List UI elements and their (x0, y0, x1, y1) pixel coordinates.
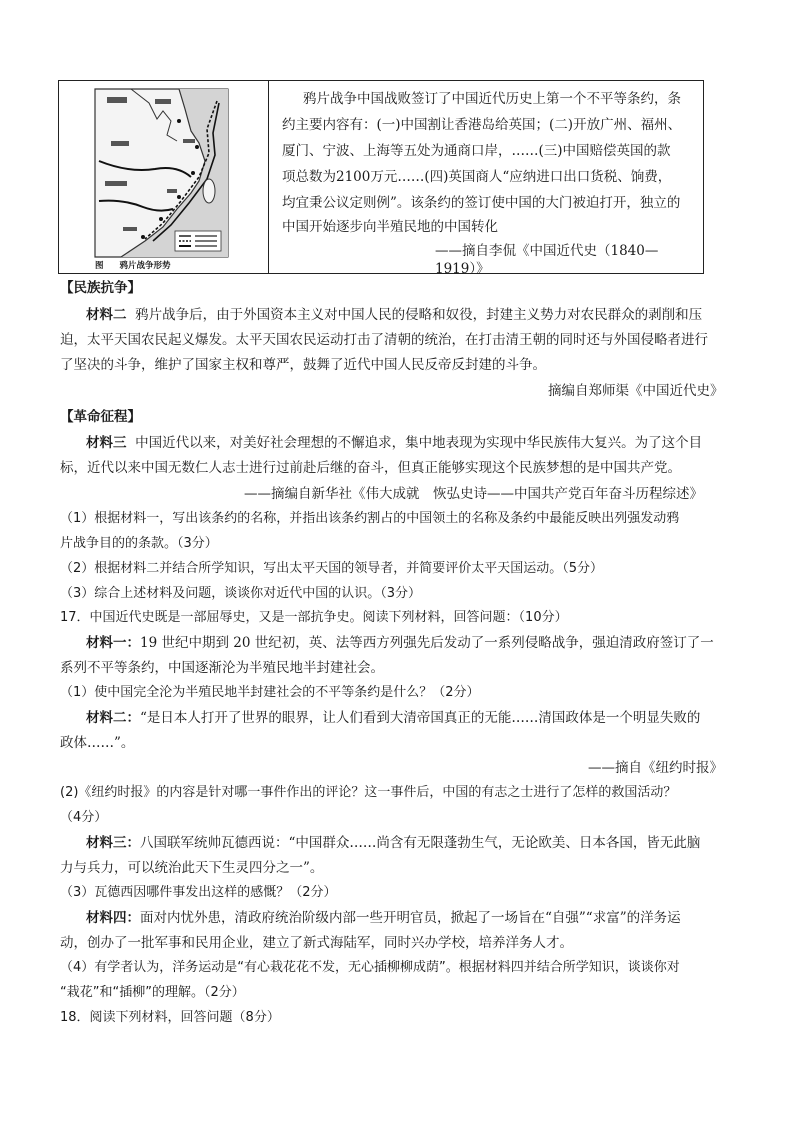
material3-citation: ——摘编自新华社《伟大成就 恢弘史诗——中国共产党百年奋斗历程综述》 (244, 486, 703, 502)
material3-first-line (86, 435, 702, 453)
q17-material1-line: 系列不平等条约，中国逐渐沦为半殖民地半封建社会。 (60, 660, 384, 676)
map-caption-fig: 图 (95, 261, 104, 271)
q17-material3-label: 材料三： (86, 835, 140, 851)
q17-sub4-line2: “栽花”和“插柳”的理解。（2分） (60, 985, 245, 1000)
material1-citation: ——摘自李侃《中国近代史（1840—1919）》 (435, 243, 659, 277)
q17-material4-label: 材料四： (86, 910, 140, 926)
q17-material4-text: 面对内忧外患，清政府统治阶级内部一些开明官员，掀起了一场旨在“自强”“求富”的洋务运 (140, 910, 681, 926)
q16-sub1-line1: （1）根据材料一，写出该条约的名称，并指出该条约割占的中国领土的名称及条约中最能反映出列强发动鸦 (60, 511, 680, 526)
material2-line: 了坚决的斗争，维护了国家主权和尊严，鼓舞了近代中国人民反帝反封建的斗争。 (60, 357, 546, 373)
material3-text: 中国近代以来，对美好社会理想的不懈追求，集中地表现为实现中华民族伟大复兴。为了这个目 (135, 435, 703, 451)
q17-material4-line: 动，创办了一批军事和民用企业，建立了新式海陆军，同时兴办学校，培养洋务人才。 (60, 935, 573, 951)
q16-sub3: （3）综合上述材料及问题，谈谈你对近代中国的认识。（3分） (60, 586, 422, 601)
q17-material1-label: 材料一： (86, 635, 140, 651)
q17-sub2-line1: (2)《纽约时报》的内容是针对哪一事件作出的评论？这一事件后，中国的有志之士进行了怎样的救国活动？ (60, 785, 677, 800)
material2-citation: 摘编自郑师渠《中国近代史》 (548, 383, 724, 399)
material1-line: 约主要内容有：(一)中国割让香港岛给英国；(二)开放广州、福州、 (282, 117, 682, 133)
q17-material2-first-line (86, 710, 700, 728)
q17-sub4-line1: （4）有学者认为，洋务运动是“有心栽花花不发，无心插柳柳成荫”。根据材料四并结合所学知识，谈谈你对 (60, 960, 680, 975)
section-heading-national-struggle: 【民族抗争】 (60, 280, 141, 296)
q17-material3-line: 力与兵力，可以统治此天下生灵四分之一”。 (60, 860, 324, 876)
material1-line: 鸦片战争中国战败签订了中国近代历史上第一个不平等条约，条 (303, 91, 681, 107)
material1-line: 均宜秉公议定则例”。该条约的签订使中国的大门被迫打开，独立的 (282, 195, 681, 211)
material1-line: 厦门、宁波、上海等五处为通商口岸，……(三)中国赔偿英国的款 (282, 143, 671, 159)
material3-line: 标，近代以来中国无数仁人志士进行过前赴后继的奋斗，但真正能够实现这个民族梦想的是中国共产党。 (60, 460, 681, 476)
material2-text: 鸦片战争后，由于外国资本主义对中国人民的侵略和奴役，封建主义势力对农民群众的剥削和压 (135, 307, 703, 323)
material-table (58, 80, 704, 277)
q16-sub1-line2: 片战争目的的条款。（3分） (60, 536, 218, 551)
q16-sub2: （2）根据材料二并结合所学知识，写出太平天国的领导者，并简要评价太平天国运动。（5分） (60, 561, 604, 576)
q17-material2-citation: ——摘自《纽约时报》 (588, 760, 723, 776)
q17-material2-line: 政体……”。 (60, 735, 135, 751)
map-caption (95, 261, 187, 272)
material2-label: 材料二 (86, 307, 127, 323)
material1-line: 项总数为2100万元……(四)英国商人“应纳进口出口货税、饷费， (282, 169, 672, 185)
q17-sub3: （3）瓦德西因哪件事发出这样的感慨？（2分） (60, 885, 337, 900)
q17-title: 17．中国近代史既是一部屈辱史，又是一部抗争史。阅读下列材料，回答问题：（10分） (60, 610, 568, 625)
q17-material2-label: 材料二： (86, 710, 140, 726)
material1-line: 中国开始逐步向半殖民地的中国转化 (282, 219, 498, 235)
q17-material1-text: 19 世纪中期到 20 世纪初，英、法等西方列强先后发动了一系列侵略战争，强迫清政府签订了一 (140, 635, 714, 651)
map-caption-title: 鸦片战争形势 (119, 261, 171, 271)
q17-material2-text: “是日本人打开了世界的眼界，让人们看到大清帝国真正的无能……清国政体是一个明显失败的 (140, 710, 701, 726)
q17-sub2-line2: （4分） (60, 810, 108, 825)
section-heading-revolution: 【革命征程】 (60, 409, 141, 425)
material2-line: 迫，太平天国农民起义爆发。太平天国农民运动打击了清朝的统治，在打击清王朝的同时还与外国侵略者进行 (60, 332, 708, 348)
map-image (59, 81, 268, 275)
q17-material1-first-line (86, 635, 714, 653)
q17-material3-first-line (86, 835, 700, 853)
q17-sub1: （1）使中国完全沦为半殖民地半封建社会的不平等条约是什么？（2分） (60, 685, 480, 700)
table-divider (268, 81, 269, 273)
q17-material3-text: 八国联军统帅瓦德西说：“中国群众……尚含有无限蓬勃生气，无论欧美、日本各国，皆无此脑 (140, 835, 701, 851)
q17-material4-first-line (86, 910, 681, 928)
q18-title: 18．阅读下列材料，回答问题（8分） (60, 1010, 280, 1025)
opium-war-map (59, 81, 268, 273)
material2-first-line (86, 307, 702, 325)
material3-label: 材料三 (86, 435, 127, 451)
